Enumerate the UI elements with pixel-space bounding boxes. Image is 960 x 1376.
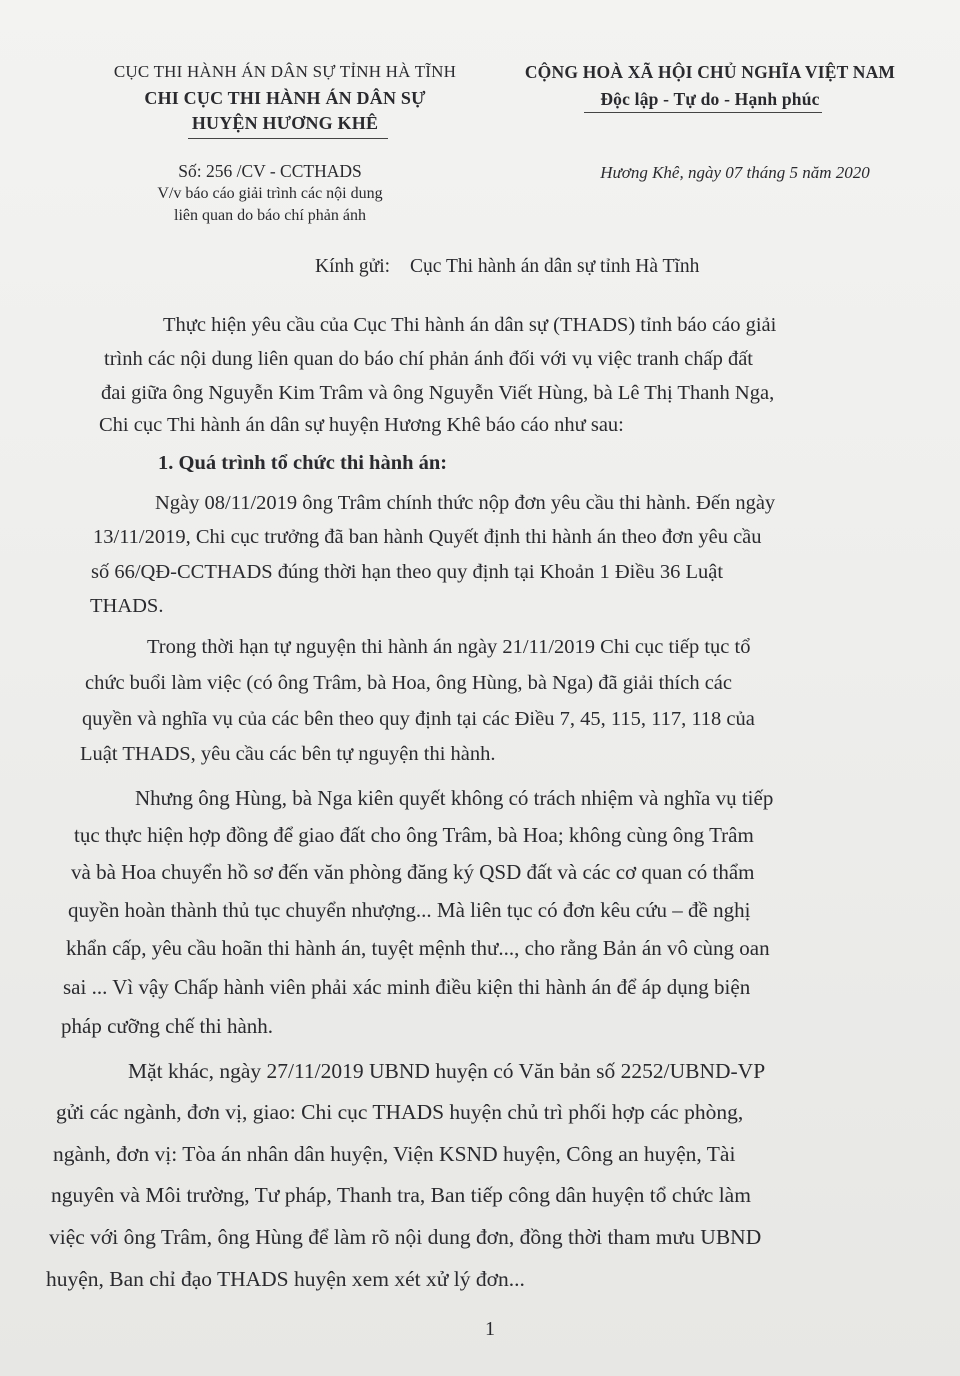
recipient-line [315, 256, 699, 278]
body-line: ngành, đơn vị: Tòa án nhân dân huyện, Viện KSND huyện, Công an huyện, Tài [53, 1142, 736, 1166]
place-date-line: Hương Khê, ngày 07 tháng 5 năm 2020 [600, 163, 870, 182]
body-line: số 66/QĐ-CCTHADS đúng thời hạn theo quy định tại Khoản 1 Điều 36 Luật [91, 561, 724, 583]
body-line: sai ... Vì vậy Chấp hành viên phải xác minh điều kiện thi hành án để áp dụng biện [63, 975, 751, 999]
body-line: huyện, Ban chỉ đạo THADS huyện xem xét xử lý đơn... [46, 1267, 525, 1291]
body-line: đai giữa ông Nguyễn Kim Trâm và ông Nguyễn Viết Hùng, bà Lê Thị Thanh Nga, [101, 382, 775, 404]
body-line: Nhưng ông Hùng, bà Nga kiên quyết không có trách nhiệm và nghĩa vụ tiếp [135, 786, 774, 810]
body-line: Mặt khác, ngày 27/11/2019 UBND huyện có Văn bản số 2252/UBND-VP [128, 1059, 766, 1083]
agency-name-line2: HUYỆN HƯƠNG KHÊ [191, 113, 379, 133]
national-motto: Độc lập - Tự do - Hạnh phúc [600, 89, 820, 109]
body-line: việc với ông Trâm, ông Hùng để làm rõ nội dung đơn, đồng thời tham mưu UBND [49, 1225, 762, 1249]
body-line: Luật THADS, yêu cầu các bên tự nguyện thi hành. [80, 743, 496, 765]
agency-underline [188, 138, 388, 139]
body-line: và bà Hoa chuyển hồ sơ đến văn phòng đăng ký QSD đất và các cơ quan có thẩm [71, 860, 755, 884]
page-number: 1 [485, 1318, 495, 1340]
body-line: nguyên và Môi trường, Tư pháp, Thanh tra, Ban tiếp công dân huyện tổ chức làm [51, 1183, 751, 1207]
body-line: quyền và nghĩa vụ của các bên theo quy định tại các Điều 7, 45, 115, 117, 118 của [82, 708, 755, 730]
subject-line-2: liên quan do báo chí phản ánh [174, 207, 366, 224]
body-line: gửi các ngành, đơn vị, giao: Chi cục THADS huyện chủ trì phối hợp các phòng, [56, 1100, 744, 1124]
section-heading: 1. Quá trình tổ chức thi hành án: [158, 452, 448, 474]
agency-name-line1: CHI CỤC THI HÀNH ÁN DÂN SỰ [144, 88, 426, 108]
document-number: Số: 256 /CV - CCTHADS [178, 161, 362, 181]
body-line: Chi cục Thi hành án dân sự huyện Hương Khê báo cáo như sau: [99, 414, 624, 436]
body-line: Trong thời hạn tự nguyện thi hành án ngày 21/11/2019 Chi cục tiếp tục tổ [147, 636, 751, 658]
parent-agency-name: CỤC THI HÀNH ÁN DÂN SỰ TỈNH HÀ TĨNH [113, 62, 457, 81]
body-line: chức buổi làm việc (có ông Trâm, bà Hoa, ông Hùng, bà Nga) đã giải thích các [85, 672, 733, 694]
subject-line-1: V/v báo cáo giải trình các nội dung [157, 185, 383, 202]
body-line: quyền hoàn thành thủ tục chuyển nhượng... Mà liên tục có đơn kêu cứu – đề nghị [68, 898, 751, 922]
body-line: THADS. [90, 595, 164, 617]
recipient-label: Kính gửi: [315, 256, 391, 277]
body-line: tục thực hiện hợp đồng để giao đất cho ông Trâm, bà Hoa; không cùng ông Trâm [74, 823, 754, 847]
recipient-name: Cục Thi hành án dân sự tỉnh Hà Tĩnh [410, 256, 700, 277]
body-line: 13/11/2019, Chi cục trưởng đã ban hành Quyết định thi hành án theo đơn yêu cầu [93, 526, 762, 548]
body-line: pháp cưỡng chế thi hành. [61, 1014, 274, 1038]
body-line: trình các nội dung liên quan do báo chí phản ánh đối với vụ việc tranh chấp đất [104, 348, 754, 370]
body-line: khẩn cấp, yêu cầu hoãn thi hành án, tuyệt mệnh thư..., cho rằng Bản án vô cùng oan [66, 936, 770, 960]
national-title: CỘNG HOÀ XÃ HỘI CHỦ NGHĨA VIỆT NAM [524, 62, 896, 82]
motto-underline [584, 112, 822, 113]
body-line: Thực hiện yêu cầu của Cục Thi hành án dân sự (THADS) tỉnh báo cáo giải [163, 314, 777, 336]
body-line: Ngày 08/11/2019 ông Trâm chính thức nộp đơn yêu cầu thi hành. Đến ngày [155, 492, 776, 514]
